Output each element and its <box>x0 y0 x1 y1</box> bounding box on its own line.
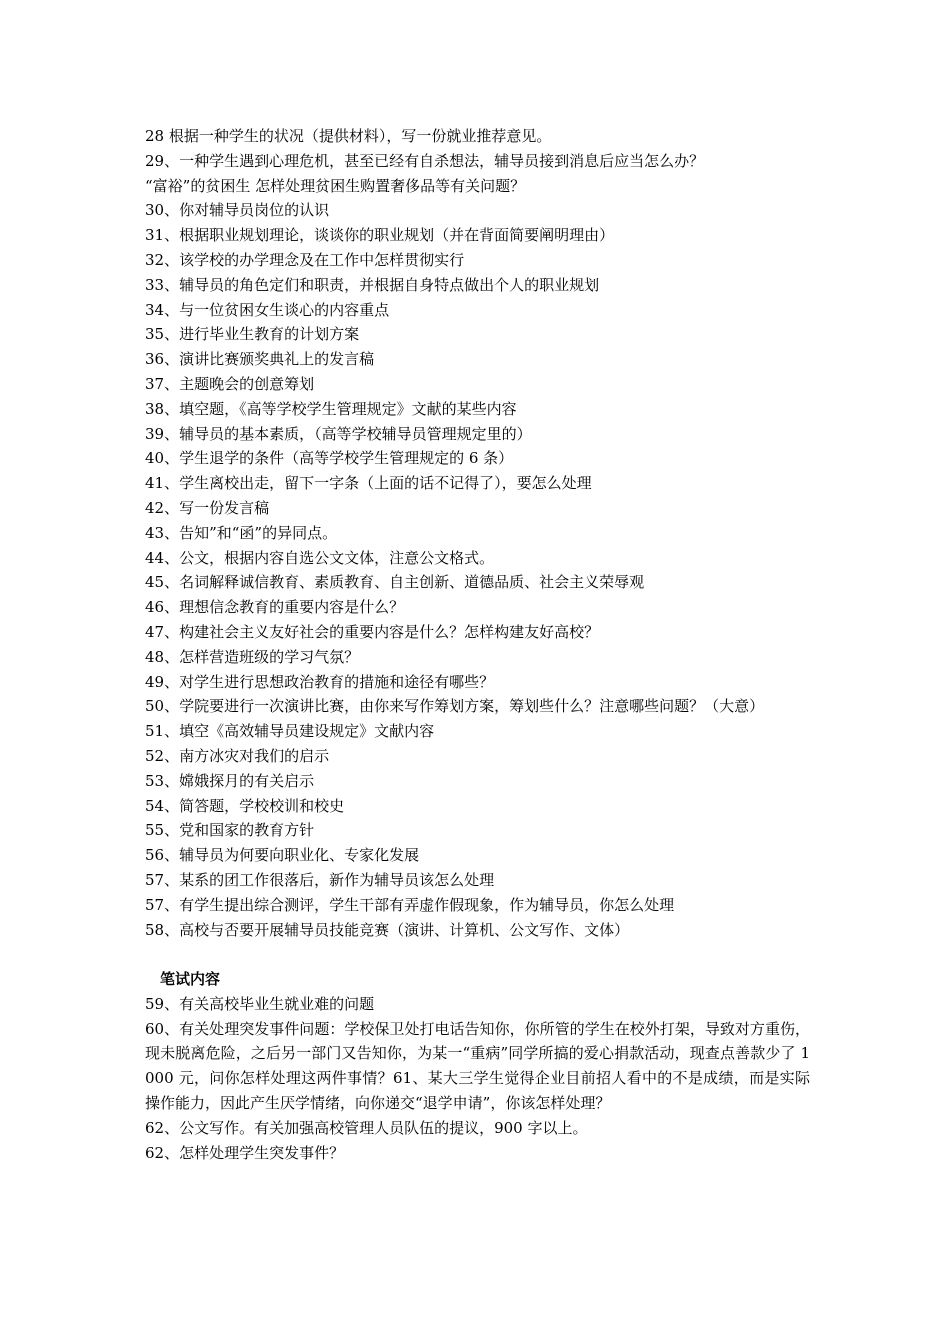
list-item: 38、填空题，《高等学校学生管理规定》文献的某些内容 <box>145 399 517 418</box>
list-item: 52、南方冰灾对我们的启示 <box>145 746 330 765</box>
list-item: 48、怎样营造班级的学习气氛？ <box>145 647 360 666</box>
list-item: 43、告知”和“函”的异同点。 <box>145 523 338 542</box>
list-item: 62、公文写作。有关加强高校管理人员队伍的提议，900 字以上。 <box>145 1118 588 1137</box>
list-item: 57、某系的团工作很落后，新作为辅导员该怎么处理 <box>145 870 495 889</box>
list-item: 57、有学生提出综合测评，学生干部有弄虚作假现象，作为辅导员，你怎么处理 <box>145 895 675 914</box>
list-item: 36、演讲比赛颁奖典礼上的发言稿 <box>145 350 375 369</box>
list-item: 29、一种学生遇到心理危机，甚至已经有自杀想法，辅导员接到消息后应当怎么办？ <box>145 151 705 170</box>
list-item: 28 根据一种学生的状况（提供材料），写一份就业推荐意见。 <box>145 127 552 145</box>
list-item: 39、辅导员的基本素质，（高等学校辅导员管理规定里的） <box>145 424 532 443</box>
list-item: 62、怎样处理学生突发事件？ <box>145 1143 345 1162</box>
list-item: 41、学生离校出走，留下一字条（上面的话不记得了），要怎么处理 <box>145 474 592 493</box>
list-item: 35、进行毕业生教育的计划方案 <box>145 325 360 344</box>
list-item: 45、名词解释诚信教育、素质教育、自主创新、道德品质、社会主义荣辱观 <box>145 573 645 592</box>
list-item: 56、辅导员为何要向职业化、专家化发展 <box>145 846 420 865</box>
list-item: 31、根据职业规划理论，谈谈你的职业规划（并在背面简要阐明理由） <box>145 226 615 245</box>
section-heading: 笔试内容 <box>160 970 221 989</box>
list-item: 53、嫦娥探月的有关启示 <box>145 771 315 790</box>
list-item: 42、写一份发言稿 <box>145 498 270 517</box>
document-page <box>145 124 810 1165</box>
list-item: 46、理想信念教育的重要内容是什么？ <box>145 598 405 617</box>
question-list-part1 <box>145 124 810 942</box>
list-item: 30、你对辅导员岗位的认识 <box>145 201 330 220</box>
list-item: 50、学院要进行一次演讲比赛，由你来写作筹划方案，筹划些什么？注意哪些问题？（大意） <box>145 697 765 716</box>
list-item: 55、党和国家的教育方针 <box>145 821 315 840</box>
list-item: 51、填空《高效辅导员建设规定》文献内容 <box>145 722 435 741</box>
list-item: 34、与一位贫困女生谈心的内容重点 <box>145 300 390 319</box>
list-item: 40、学生退学的条件（高等学校学生管理规定的 6 条） <box>145 449 514 468</box>
list-item: 58、高校与否要开展辅导员技能竞赛（演讲、计算机、公文写作、文体） <box>145 920 630 939</box>
list-item: 49、对学生进行思想政治教育的措施和途径有哪些？ <box>145 672 495 691</box>
list-item: 54、简答题，学校校训和校史 <box>145 796 345 815</box>
list-item: 33、辅导员的角色定们和职责，并根据自身特点做出个人的职业规划 <box>145 275 600 294</box>
question-list-part2 <box>145 992 810 1166</box>
list-item: 59、有关高校毕业生就业难的问题 <box>145 994 375 1013</box>
list-item: 60、有关处理突发事件问题：学校保卫处打电话告知你，你所管的学生在校外打架，导致对方重伤，现未脱离危险，之后另一部门又告知你，为某一“重病”同学所搞的爱心捐款活动，现查点善款少了 1000 元，问你怎样处理这两件事情？61、某大三学生觉得企业目前招人看中的不是成绩，而是实际操作能力，因此产生厌学情绪，向你递交“退学申请”，你该怎样处理？ <box>145 1019 810 1113</box>
list-item: “富裕”的贫困生 怎样处理贫困生购置奢侈品等有关问题？ <box>145 176 526 195</box>
list-item: 32、该学校的办学理念及在工作中怎样贯彻实行 <box>145 250 465 269</box>
list-item: 44、公文，根据内容自选公文文体，注意公文格式。 <box>145 548 495 567</box>
list-item: 37、主题晚会的创意筹划 <box>145 374 315 393</box>
list-item: 47、构建社会主义友好社会的重要内容是什么？怎样构建友好高校？ <box>145 622 600 641</box>
